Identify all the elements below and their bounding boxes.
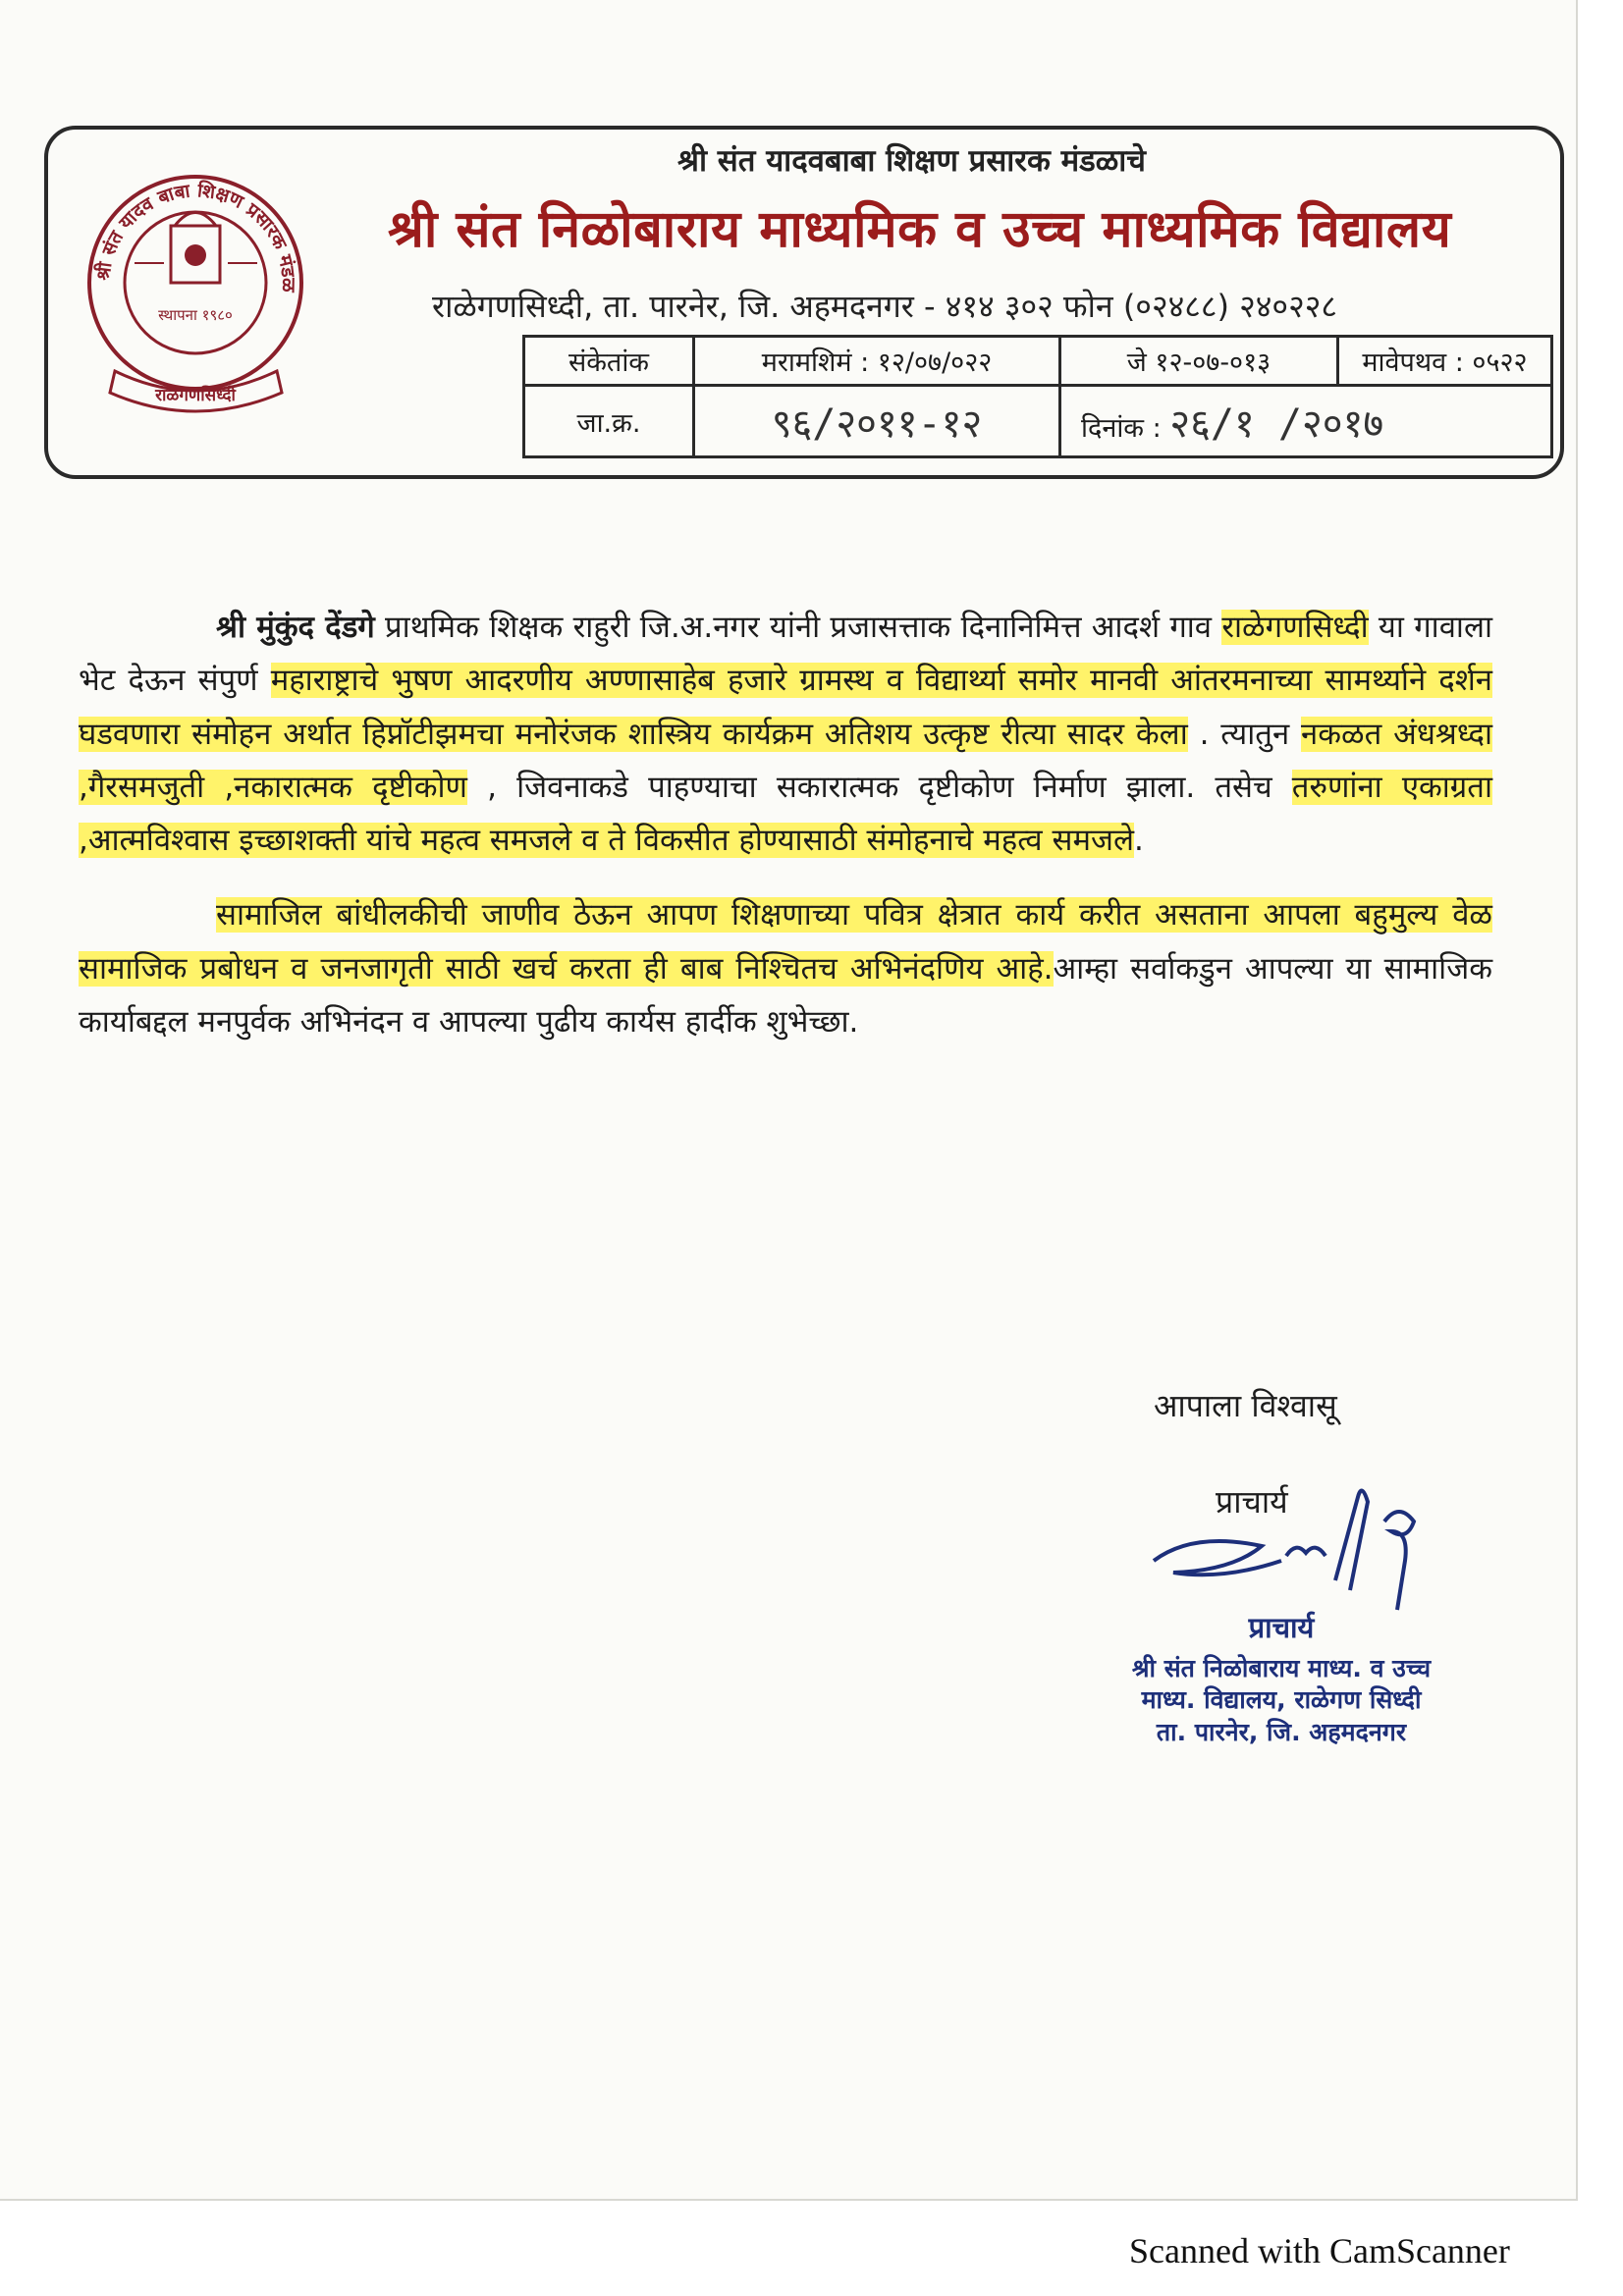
p1-highlight-1: राळेगणसिध्दी [1221,610,1369,645]
svg-text:स्थापना १९८०: स्थापना १९८० [158,306,233,324]
p1-text-5: . [1134,823,1144,858]
stamp-line-1: श्री संत निळोबाराय माध्य. व उच्च [1131,1653,1432,1682]
school-seal-logo [81,165,311,425]
date-cell [1060,386,1552,457]
dinank-label: दिनांक : [1081,412,1162,444]
p2-text-1: आम्हा सर्वाकडुन आपल्या या सामाजिक कार्याबद्दल मनपुर्वक अभिनंदन व आपल्या पुढीय कार्यस हार्दीक शुभेच्छा. [79,950,1492,1040]
p1-highlight-4: तरुणांना एकाग्रता ,आत्मविश्वास इच्छाशक्ती यांचे महत्व समजले व ते विकसीत होण्यासाठी संमोहनाचे महत्व समजले [79,769,1492,858]
stamp-line-2: माध्य. विद्यालय, राळेगण सिध्दी [1141,1685,1422,1715]
paragraph-1 [79,601,1492,867]
p2-highlight-1: सामाजिल बांधीलकीची जाणीव ठेऊन आपण शिक्षणाच्या पवित्र क्षेत्रात कार्य करीत असताना आपला बहुमुल्य वेळ सामाजिक प्रबोधन व जनजागृती साठी खर्च करता ही बाब निश्चितच अभिनंदणिय आहे. [79,897,1492,987]
p1-text-2: या गावाला भेट देऊन संपुर्ण [79,610,1492,699]
stamp-line-3: ता. पारनेर, जि. अहमदनगर [1156,1717,1407,1746]
jakra-label: जा.क्र. [524,386,694,457]
principal-signature [1114,1463,1458,1634]
scanner-watermark: Scanned with CamScanner [1129,2231,1510,2270]
sanketank-label: संकेतांक [524,337,694,386]
closing-salutation: आपाला विश्वासू [1154,1387,1337,1424]
reference-table [522,335,1553,458]
p1-highlight-3: नकळत अंधश्रध्दा ,गैरसमजुती ,नकारात्मक दृष्टीकोण [79,716,1492,805]
reference-row-codes [524,337,1552,386]
stamp-title: प्राचार्य [1248,1611,1315,1644]
p1-text-4: , जिवनाकडे पाहण्याचा सकारात्मक दृष्टीकोण निर्माण झाला. तसेच [466,769,1292,805]
letter-body [79,601,1492,1070]
school-name: श्री संत निळोबाराय माध्यमिक व उच्च माध्यमिक विद्यालय [388,200,1452,259]
svg-text:राळेगणसिध्दी: राळेगणसिध्दी [155,386,236,405]
principal-label: प्राचार्य [1216,1483,1288,1521]
school-address: राळेगणसिध्दी, ता. पारनेर, जि. अहमदनगर - ४१४ ३०२ फोन (०२४८८) २४०२२८ [432,288,1337,325]
p1-text-3: . त्यातुन [1187,716,1302,752]
trust-name: श्री संत यादवबाबा शिक्षण प्रसारक मंडळाचे [677,143,1146,179]
jakra-value: ९६/२०११-१२ [694,386,1060,457]
je-code: जे १२-०७-०१३ [1060,337,1338,386]
p1-text-1: प्राथमिक शिक्षक राहुरी जि.अ.नगर यांनी प्रजासत्ताक दिनानिमित्त आदर्श गाव [374,610,1222,645]
paragraph-2 [79,888,1492,1048]
mavepathav-code: मावेपथव : ०५२२ [1338,337,1552,386]
recipient-name: श्री मुंकुंद देंडगे [216,610,375,645]
dinank-value: २६/१ /२०१७ [1169,400,1384,447]
reference-row-number-date [524,386,1552,457]
svg-text:श्री संत यादव बाबा शिक्षण प्रस: श्री संत यादव बाबा शिक्षण प्रसारक मंडळ [92,180,299,293]
maramashim-code: मरामशिमं : १२/०७/०२२ [694,337,1060,386]
principal-stamp [1075,1610,1488,1748]
p1-highlight-2: महाराष्ट्राचे भुषण आदरणीय अण्णासाहेब हजारे ग्रामस्थ व विद्यार्थ्या समोर मानवी आंतरमनाच्या सामर्थ्याने दर्शन घडवणारा संमोहन अर्थात हिप्नॉटीझमचा मनोरंजक शास्त्रिय कार्यक्रम अतिशय उत्कृष्ट रीत्या सादर केला [79,663,1492,752]
